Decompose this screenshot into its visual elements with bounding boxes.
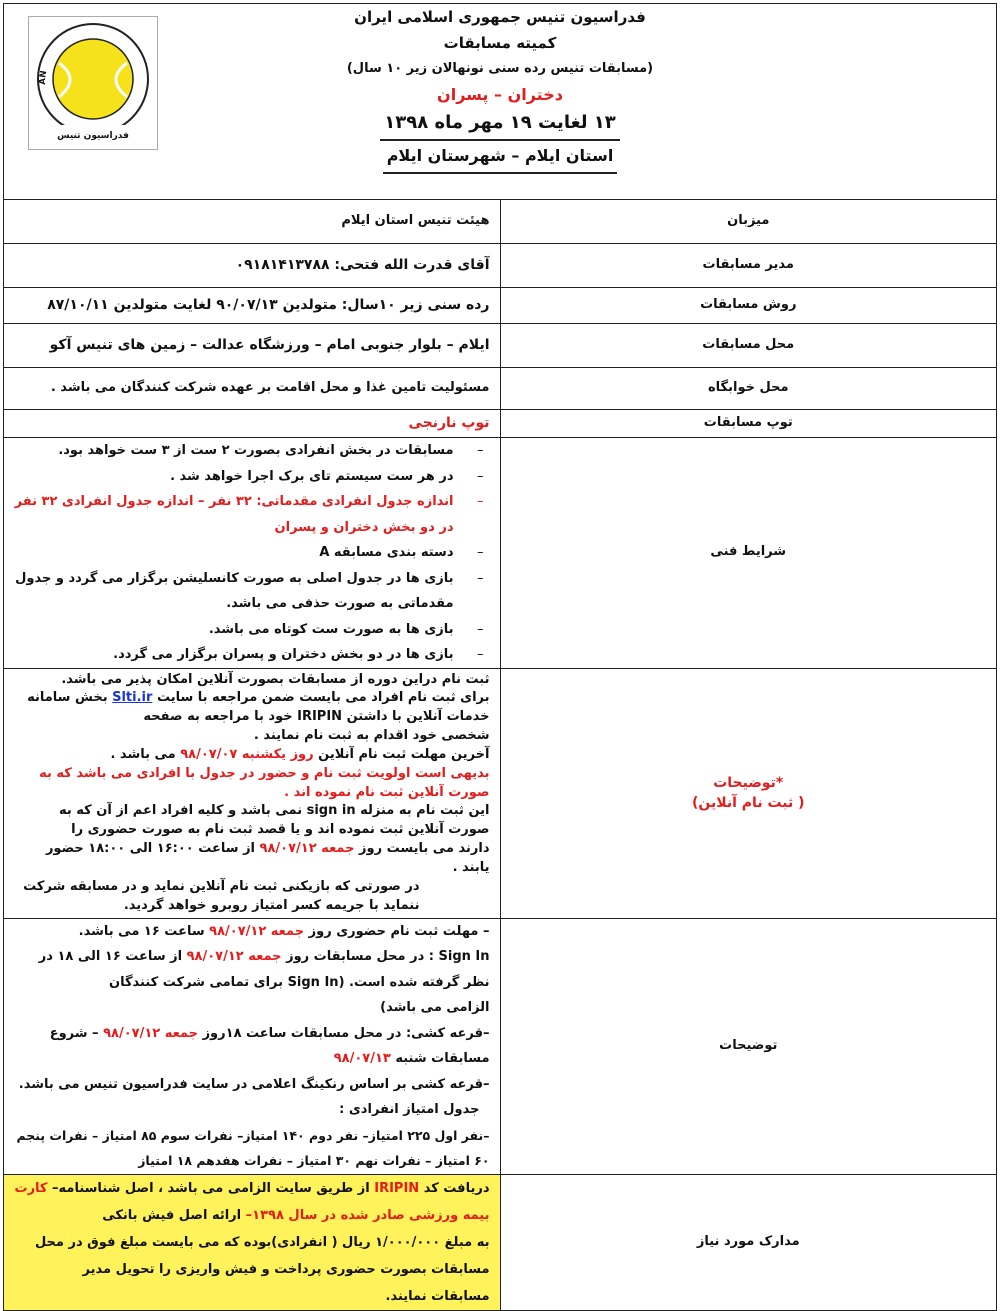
online-label-title: *توضیحات <box>713 774 784 791</box>
location-title: استان ایلام – شهرستان ایلام <box>383 141 618 174</box>
onsite-date: جمعه ۹۸/۰۷/۱۲ <box>259 841 355 857</box>
docs-l1: دریافت کد IRIPIN از طریق سایت الزامی می باشد ، اصل شناسنامه– کارت بیمه ورزشی صادر شده در سال ۱۳۹۸– ارائه اصل فیش بانکی <box>14 1180 490 1223</box>
list-item: – اندازه جدول انفرادی مقدماتی: ۳۲ نفر – اندازه جدول انفرادی ۳۲ نفر در دو بخش دختران و پسران <box>14 489 484 540</box>
notes-l6: جدول امتیاز انفرادی : <box>339 1102 480 1117</box>
online-p7: دارند می بایست روز جمعه ۹۸/۰۷/۱۲ از ساعت ۱۶:۰۰ الی ۱۸:۰۰ حضور یابند . <box>45 841 490 875</box>
header-text <box>164 4 836 174</box>
federation-logo <box>28 16 158 150</box>
online-label-subtitle: ( ثبت نام آنلاین) <box>691 795 805 811</box>
technical-label: شرایط فنی <box>500 438 997 669</box>
venue-row <box>4 324 997 368</box>
notes-l2: Sign In : در محل مسابقات روز جمعه ۹۸/۰۷/۱۲ از ساعت ۱۶ الی ۱۸ در نظر گرفته شده است. (Sign In برای تمامی شرکت کنندگان <box>38 949 490 990</box>
technical-list <box>14 438 484 668</box>
lodging-value: مسئولیت تامین غذا و محل اقامت بر عهده شرکت کنندگان می باشد . <box>4 368 501 410</box>
online-p1: ثبت نام دراین دوره از مسابقات بصورت آنلاین امکان پذیر می باشد. <box>61 671 490 687</box>
ball-row <box>4 410 997 438</box>
ball-value: توپ نارنجی <box>4 410 501 438</box>
docs-l3: مسابقات نمایند. <box>385 1288 490 1304</box>
header-row <box>4 4 997 200</box>
venue-label: محل مسابقات <box>500 324 997 368</box>
tournament-table <box>3 3 997 1311</box>
director-value: آقای قدرت الله فتحی: ۰۹۱۸۱۴۱۳۷۸۸ <box>4 244 501 288</box>
list-item: – بازی ها در دو بخش دختران و پسران برگزار می گردد. <box>14 642 484 668</box>
ball-label: توپ مسابقات <box>500 410 997 438</box>
category-title: دختران – پسران <box>437 85 563 104</box>
online-p4: آخرین مهلت ثبت نام آنلاین روز یکشنبه ۹۸/۰۷/۰۷ می باشد . <box>110 746 490 762</box>
lodging-row <box>4 368 997 410</box>
notes-label: توضیحات <box>500 918 997 1174</box>
list-item: – بازی ها در جدول اصلی به صورت کانسلیشن برگزار می گردد و جدول مقدماتی به صورت حذفی می باشد. <box>14 566 484 617</box>
venue-value: ایلام – بلوار جنوبی امام – ورزشگاه عدالت – زمین های تنیس آکو <box>4 324 501 368</box>
list-item: – در هر ست سیستم تای برک اجرا خواهد شد . <box>14 464 484 490</box>
notes-l3: الزامی می باشد) <box>380 1000 490 1015</box>
online-p2: برای ثبت نام افراد می بایست ضمن مراجعه با سایت Slti.ir بخش سامانه خدمات آنلاین با داشتن IRIPIN خود با مراجعه به صفحه <box>27 690 490 725</box>
logo-bottom-text: فدراسیون تنیس <box>57 131 129 141</box>
online-label <box>500 668 997 918</box>
list-item: – مسابقات در بخش انفرادی بصورت ۲ ست از ۳ ست خواهد بود. <box>14 438 484 464</box>
documents-content <box>4 1174 501 1310</box>
documents-label: مدارک مورد نیاز <box>500 1174 997 1310</box>
online-p8: در صورتی که بازیکنی ثبت نام آنلاین نماید و در مسابقه شرکت ننماید با جریمه کسر امتیاز روبرو خواهد گردید. <box>23 878 420 913</box>
date-title: ۱۳ لغایت ۱۹ مهر ماه ۱۳۹۸ <box>380 108 620 141</box>
online-p3: شخصی خود اقدام به ثبت نام نمایند . <box>253 728 490 744</box>
notes-content <box>4 918 501 1174</box>
method-label: روش مسابقات <box>500 288 997 324</box>
federation-title: فدراسیون تنیس جمهوری اسلامی ایران <box>354 8 646 26</box>
slti-link[interactable]: Slti.ir <box>112 690 153 706</box>
committee-title: کمیته مسابقات <box>443 34 557 52</box>
technical-row <box>4 438 997 669</box>
method-value: رده سنی زیر ۱۰سال: متولدین ۹۰/۰۷/۱۳ لغایت متولدین ۸۷/۱۰/۱۱ <box>4 288 501 324</box>
online-deadline: روز یکشنبه ۹۸/۰۷/۰۷ <box>180 746 314 762</box>
documents-row <box>4 1174 997 1310</box>
tennis-ball-icon <box>29 17 157 149</box>
director-label: مدیر مسابقات <box>500 244 997 288</box>
notes-l5: –قرعه کشی بر اساس رنکینگ اعلامی در سایت فدراسیون تنیس می باشد. <box>18 1076 490 1092</box>
director-row <box>4 244 997 288</box>
host-label: میزبان <box>500 200 997 244</box>
host-row <box>4 200 997 244</box>
technical-conditions <box>4 438 501 669</box>
list-item: – بازی ها به صورت ست کوتاه می باشد. <box>14 617 484 643</box>
header-cell <box>4 4 997 200</box>
host-value: هیئت تنیس استان ایلام <box>4 200 501 244</box>
notes-l7: –نفر اول ۲۲۵ امتیاز– نفر دوم ۱۴۰ امتیاز– نفرات سوم ۸۵ امتیاز – نفرات پنجم ۶۰ امتیاز – نفرات نهم ۳۰ امتیاز – نفرات هفدهم ۱۸ امتیاز <box>16 1127 490 1168</box>
docs-l2: به مبلغ ۱/۰۰۰/۰۰۰ ریال ( انفرادی)بوده که می بایست مبلغ فوق در محل مسابقات بصورت حضوری پرداخت و فیش واریزی را تحویل مدیر <box>34 1234 490 1277</box>
method-row <box>4 288 997 324</box>
lodging-label: محل خوابگاه <box>500 368 997 410</box>
notes-l1: – مهلت ثبت نام حضوری روز جمعه ۹۸/۰۷/۱۲ ساعت ۱۶ می باشد. <box>78 923 490 939</box>
competition-title: (مسابقات تنیس رده سنی نونهالان زیر ۱۰ سال) <box>346 61 654 76</box>
online-registration <box>4 668 501 918</box>
list-item: – دسته بندی مسابقه A <box>14 540 484 566</box>
notes-l4: –قرعه کشی: در محل مسابقات ساعت ۱۸روز جمعه ۹۸/۰۷/۱۲ – شروع مسابقات شنبه ۹۸/۰۷/۱۳ <box>49 1025 490 1066</box>
online-p5: بدیهی است اولویت ثبت نام و حضور در جدول با افرادی می باشد که به صورت آنلاین ثبت نام نموده اند . <box>39 765 490 800</box>
online-row <box>4 668 997 918</box>
logo-ring-text: AN <box>37 69 50 85</box>
notes-row <box>4 918 997 1174</box>
online-p6: این ثبت نام به منزله sign in نمی باشد و کلیه افراد اعم از آن که به صورت آنلاین ثبت نموده اند و یا قصد ثبت نام به صورت حضوری را <box>58 803 490 838</box>
